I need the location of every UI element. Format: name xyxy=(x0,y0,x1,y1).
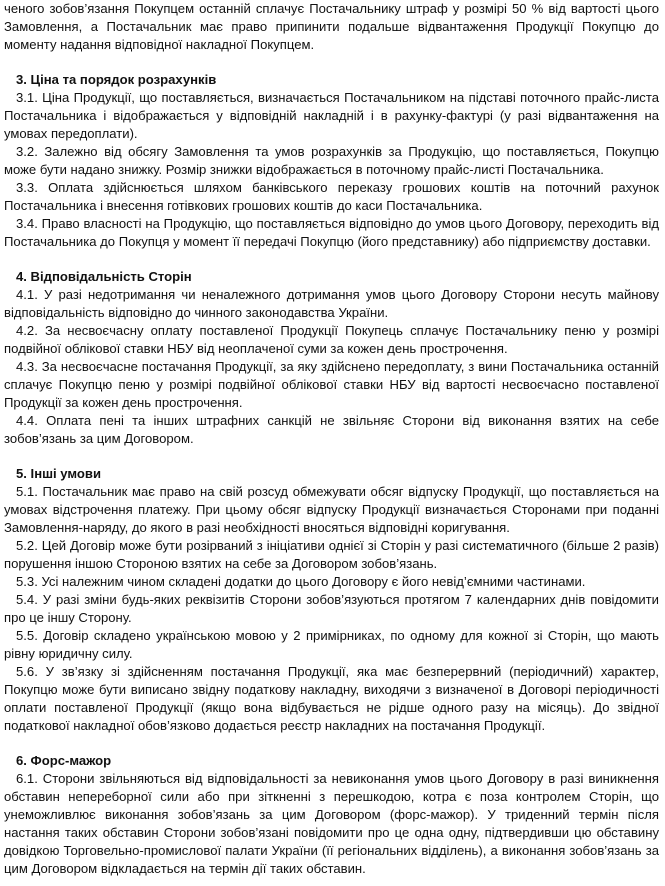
section-liability xyxy=(4,268,659,448)
section-other-terms xyxy=(4,465,659,735)
clause-3-1: 3.1. Ціна Продукції, що поставляється, визначається Постачальником на підставі поточного прайс-листа Постачальника і відображається у відповідній накладній і в рахунку-фактурі (у разі відвантаження на умовах передоплати). xyxy=(4,90,659,141)
section-title: 6. Форс-мажор xyxy=(16,753,112,768)
clause-6-1: 6.1. Сторони звільняються від відповідальності за невиконання умов цього Договору в разі виникнення обставин непереборної сили або при зіткненні з перешкодою, котра є поза контролем Сторін, що унеможливлює виконання зобов’язань за цим Договором (форс-мажор). У триденний термін після настання таких обставин Сторони зобов’язані повідомити про це одна одну, підтвердивши цю обставину довідкою Торговельно-промислової палати України (її регіональних відділень), а виконання зобов’язань за цим Договором відкладається на термін дії таких обставин. xyxy=(4,771,659,876)
clause-4-1: 4.1. У разі недотримання чи неналежного дотримання умов цього Договору Сторони несуть майнову відповідальність відповідно до чинного законодавства України. xyxy=(4,287,659,320)
clause-5-6: 5.6. У зв’язку зі здійсненням постачання Продукції, яка має безперервний (періодичний) характер, Покупцю може бути виписано звідну податкову накладну, виходячи з визначеної в Договорі періодичності оплати поставленої Продукції (якщо вона відбувається не рідше одного разу на місяць). До звідної податкової накладної обов’язково додається реєстр накладних на постачання Продукції. xyxy=(4,664,659,733)
clause-5-1: 5.1. Постачальник має право на свій розсуд обмежувати обсяг відпуску Продукції, що поставляється на умовах відстрочення платежу. При цьому обсяг відпуску Продукції визначається Сторонами при поданні Замовлення-наряду, до якого в разі необхідності вносяться відповідні коригування. xyxy=(4,484,659,535)
section-title: 4. Відповідальність Сторін xyxy=(16,269,192,284)
clause-5-2: 5.2. Цей Договір може бути розірваний з ініціативи однієї зі Сторін у разі систематичного (більше 2 разів) порушення іншою Стороною взятих на себе за Договором зобов’язань. xyxy=(4,538,659,571)
clause-4-4: 4.4. Оплата пені та інших штрафних санкцій не звільняє Сторони від виконання взятих на себе зобов’язань за цим Договором. xyxy=(4,413,659,446)
clause-5-5: 5.5. Договір складено українською мовою у 2 примірниках, по одному для кожної зі Сторін, що мають рівну юридичну силу. xyxy=(4,628,659,661)
section-title: 3. Ціна та порядок розрахунків xyxy=(16,72,217,87)
clause-3-4: 3.4. Право власності на Продукцію, що поставляється відповідно до умов цього Договору, переходить від Постачальника до Покупця у момент її передачі Покупцю (його представнику) або підприємству доставки. xyxy=(4,216,659,249)
clause-4-2: 4.2. За несвоєчасну оплату поставленої Продукції Покупець сплачує Постачальнику пеню у розмірі подвійної облікової ставки НБУ від неоплаченої суми за кожен день прострочення. xyxy=(4,323,659,356)
clause-5-4: 5.4. У разі зміни будь-яких реквізитів Сторони зобов’язуються протягом 7 календарних днів повідомити про це іншу Сторону. xyxy=(4,592,659,625)
section-price-payment xyxy=(4,71,659,251)
clause-4-3: 4.3. За несвоєчасне постачання Продукції, за яку здійснено передоплату, з вини Постачальника останній сплачує Покупцю пеню у розмірі подвійної облікової ставки НБУ від вартості несвоєчасно поставленої Продукції за кожен день прострочення. xyxy=(4,359,659,410)
clause-3-2: 3.2. Залежно від обсягу Замовлення та умов розрахунків за Продукцію, що поставляється, Покупцю може бути надано знижку. Розмір знижки відображається в поточному прайс-листі Постачальника. xyxy=(4,144,659,177)
section-force-majeure xyxy=(4,752,659,878)
section-title: 5. Інші умови xyxy=(16,466,102,481)
intro-paragraph: ченого зобов’язання Покупцем останній сплачує Постачальнику штраф у розмірі 50 % від вартості цього Замовлення, а Постачальник має право припинити подальше відвантаження Продукції Покупцю до моменту надання відповідної накладної Покупцем. xyxy=(4,1,659,52)
clause-5-3: 5.3. Усі належним чином складені додатки до цього Договору є його невід’ємними частинами. xyxy=(16,574,586,589)
clause-3-3: 3.3. Оплата здійснюється шляхом банківського переказу грошових коштів на поточний рахунок Постачальника і внесення готівкових грошових коштів до каси Постачальника. xyxy=(4,180,659,213)
